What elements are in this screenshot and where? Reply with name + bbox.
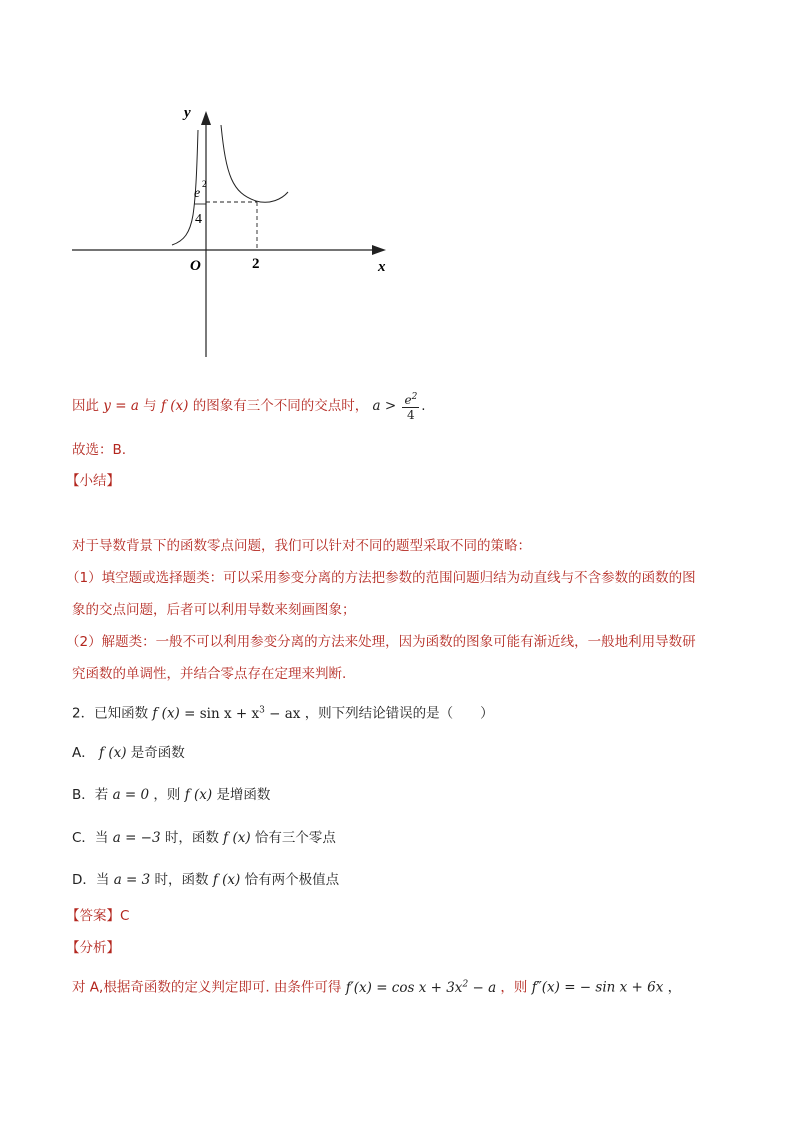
option-d-label: D．当: [72, 872, 110, 888]
option-d-math2: f (x): [212, 872, 241, 888]
analysis-fprime: $f'(x) = \cos x + 3x^2 - a$: [345, 979, 497, 996]
conclusion-line: [72, 390, 426, 422]
question-number: 2．已知函数: [72, 705, 149, 722]
conclusion-fx: f (x): [160, 398, 189, 414]
option-d-mid: 时，函数: [154, 872, 209, 888]
question-formula: = $\sin x + x^3$ − ax: [184, 705, 301, 722]
option-d[interactable]: [72, 869, 339, 891]
option-a-math: f (x): [99, 745, 127, 761]
option-b-math2: f (x): [184, 787, 213, 803]
x-axis-label: x: [378, 259, 386, 275]
answer-choice-line: 故选：B.: [72, 442, 127, 458]
question-suffix: ，则下列结论错误的是（ ）: [304, 705, 494, 722]
y-axis-label: y: [184, 105, 191, 121]
option-b[interactable]: [72, 784, 270, 806]
option-c-mid: 时，函数: [164, 830, 219, 846]
analysis-fdprime: f″(x) = − sin x + 6x: [531, 979, 664, 996]
option-a-text: 是奇函数: [130, 745, 185, 761]
conclusion-mid1: 与: [143, 398, 157, 414]
option-c[interactable]: [72, 827, 336, 849]
answer-line: [66, 905, 129, 927]
option-c-math2: f (x): [223, 830, 251, 846]
summary-intro: 对于导数背景下的函数零点问题，我们可以针对不同的题型采取不同的策略：: [72, 538, 531, 554]
option-a-label: A．: [72, 745, 95, 761]
option-d-math1: a = 3: [113, 872, 151, 888]
question-fx: f (x): [152, 705, 180, 722]
summary-p1-line2: 象的交点问题，后者可以利用导数来刻画图象；: [72, 602, 356, 618]
x-tick-label: 2: [252, 256, 260, 272]
conclusion-mid2: 的图象有三个不同的交点时，: [192, 398, 369, 414]
summary-p2-line2: 究函数的单调性，并结合零点存在定理来判断.: [72, 666, 347, 682]
fraction-numerator: e: [404, 393, 412, 407]
analysis-text1: 对 A,根据奇函数的定义判定即可. 由条件可得: [72, 979, 342, 996]
analysis-heading: 【分析】: [66, 940, 120, 956]
summary-heading: 【小结】: [66, 473, 120, 489]
option-b-mid: ，则: [153, 787, 181, 803]
origin-label: O: [190, 258, 201, 274]
x-axis-arrow: [372, 245, 386, 255]
option-a[interactable]: [72, 742, 185, 764]
option-b-math1: a = 0: [112, 787, 150, 803]
summary-p1-line1: （1）填空题或选择题类：可以采用参变分离的方法把参数的范围问题归结为动直线与不含参数的函数的图: [66, 570, 696, 586]
option-c-text: 恰有三个零点: [254, 830, 336, 846]
option-c-label: C．当: [72, 830, 109, 846]
y-label-e: e: [194, 186, 201, 201]
curve-right-branch: [221, 125, 288, 202]
option-c-math1: a = −3: [112, 830, 161, 846]
question-2: [72, 699, 494, 725]
analysis-end: ，: [667, 979, 682, 996]
analysis-mid: ，则: [500, 979, 528, 996]
answer-heading: 【答案】: [66, 908, 120, 924]
analysis-line: [72, 973, 681, 999]
conclusion-prefix: 因此: [72, 398, 99, 414]
fraction-denominator: 4: [407, 408, 415, 422]
summary-p2-line1: （2）解题类：一般不可以利用参变分离的方法来处理，因为函数的图象可能有渐近线，一般地利用导数研: [66, 634, 696, 650]
option-b-text: 是增函数: [216, 787, 271, 803]
y-equals-a: y = a: [103, 398, 139, 414]
conclusion-end: .: [421, 398, 426, 414]
y-label-e-exp: 2: [202, 179, 207, 189]
fraction-e2-over-4: [402, 390, 419, 422]
fraction-numerator-exp: 2: [411, 392, 418, 402]
answer-value: C: [120, 908, 130, 924]
y-label-4: 4: [195, 212, 202, 227]
function-graph: [60, 95, 400, 365]
y-axis-arrow: [201, 111, 211, 125]
a-greater-than: a >: [372, 398, 397, 414]
option-b-label: B．若: [72, 787, 109, 803]
option-d-text: 恰有两个极值点: [244, 872, 340, 888]
